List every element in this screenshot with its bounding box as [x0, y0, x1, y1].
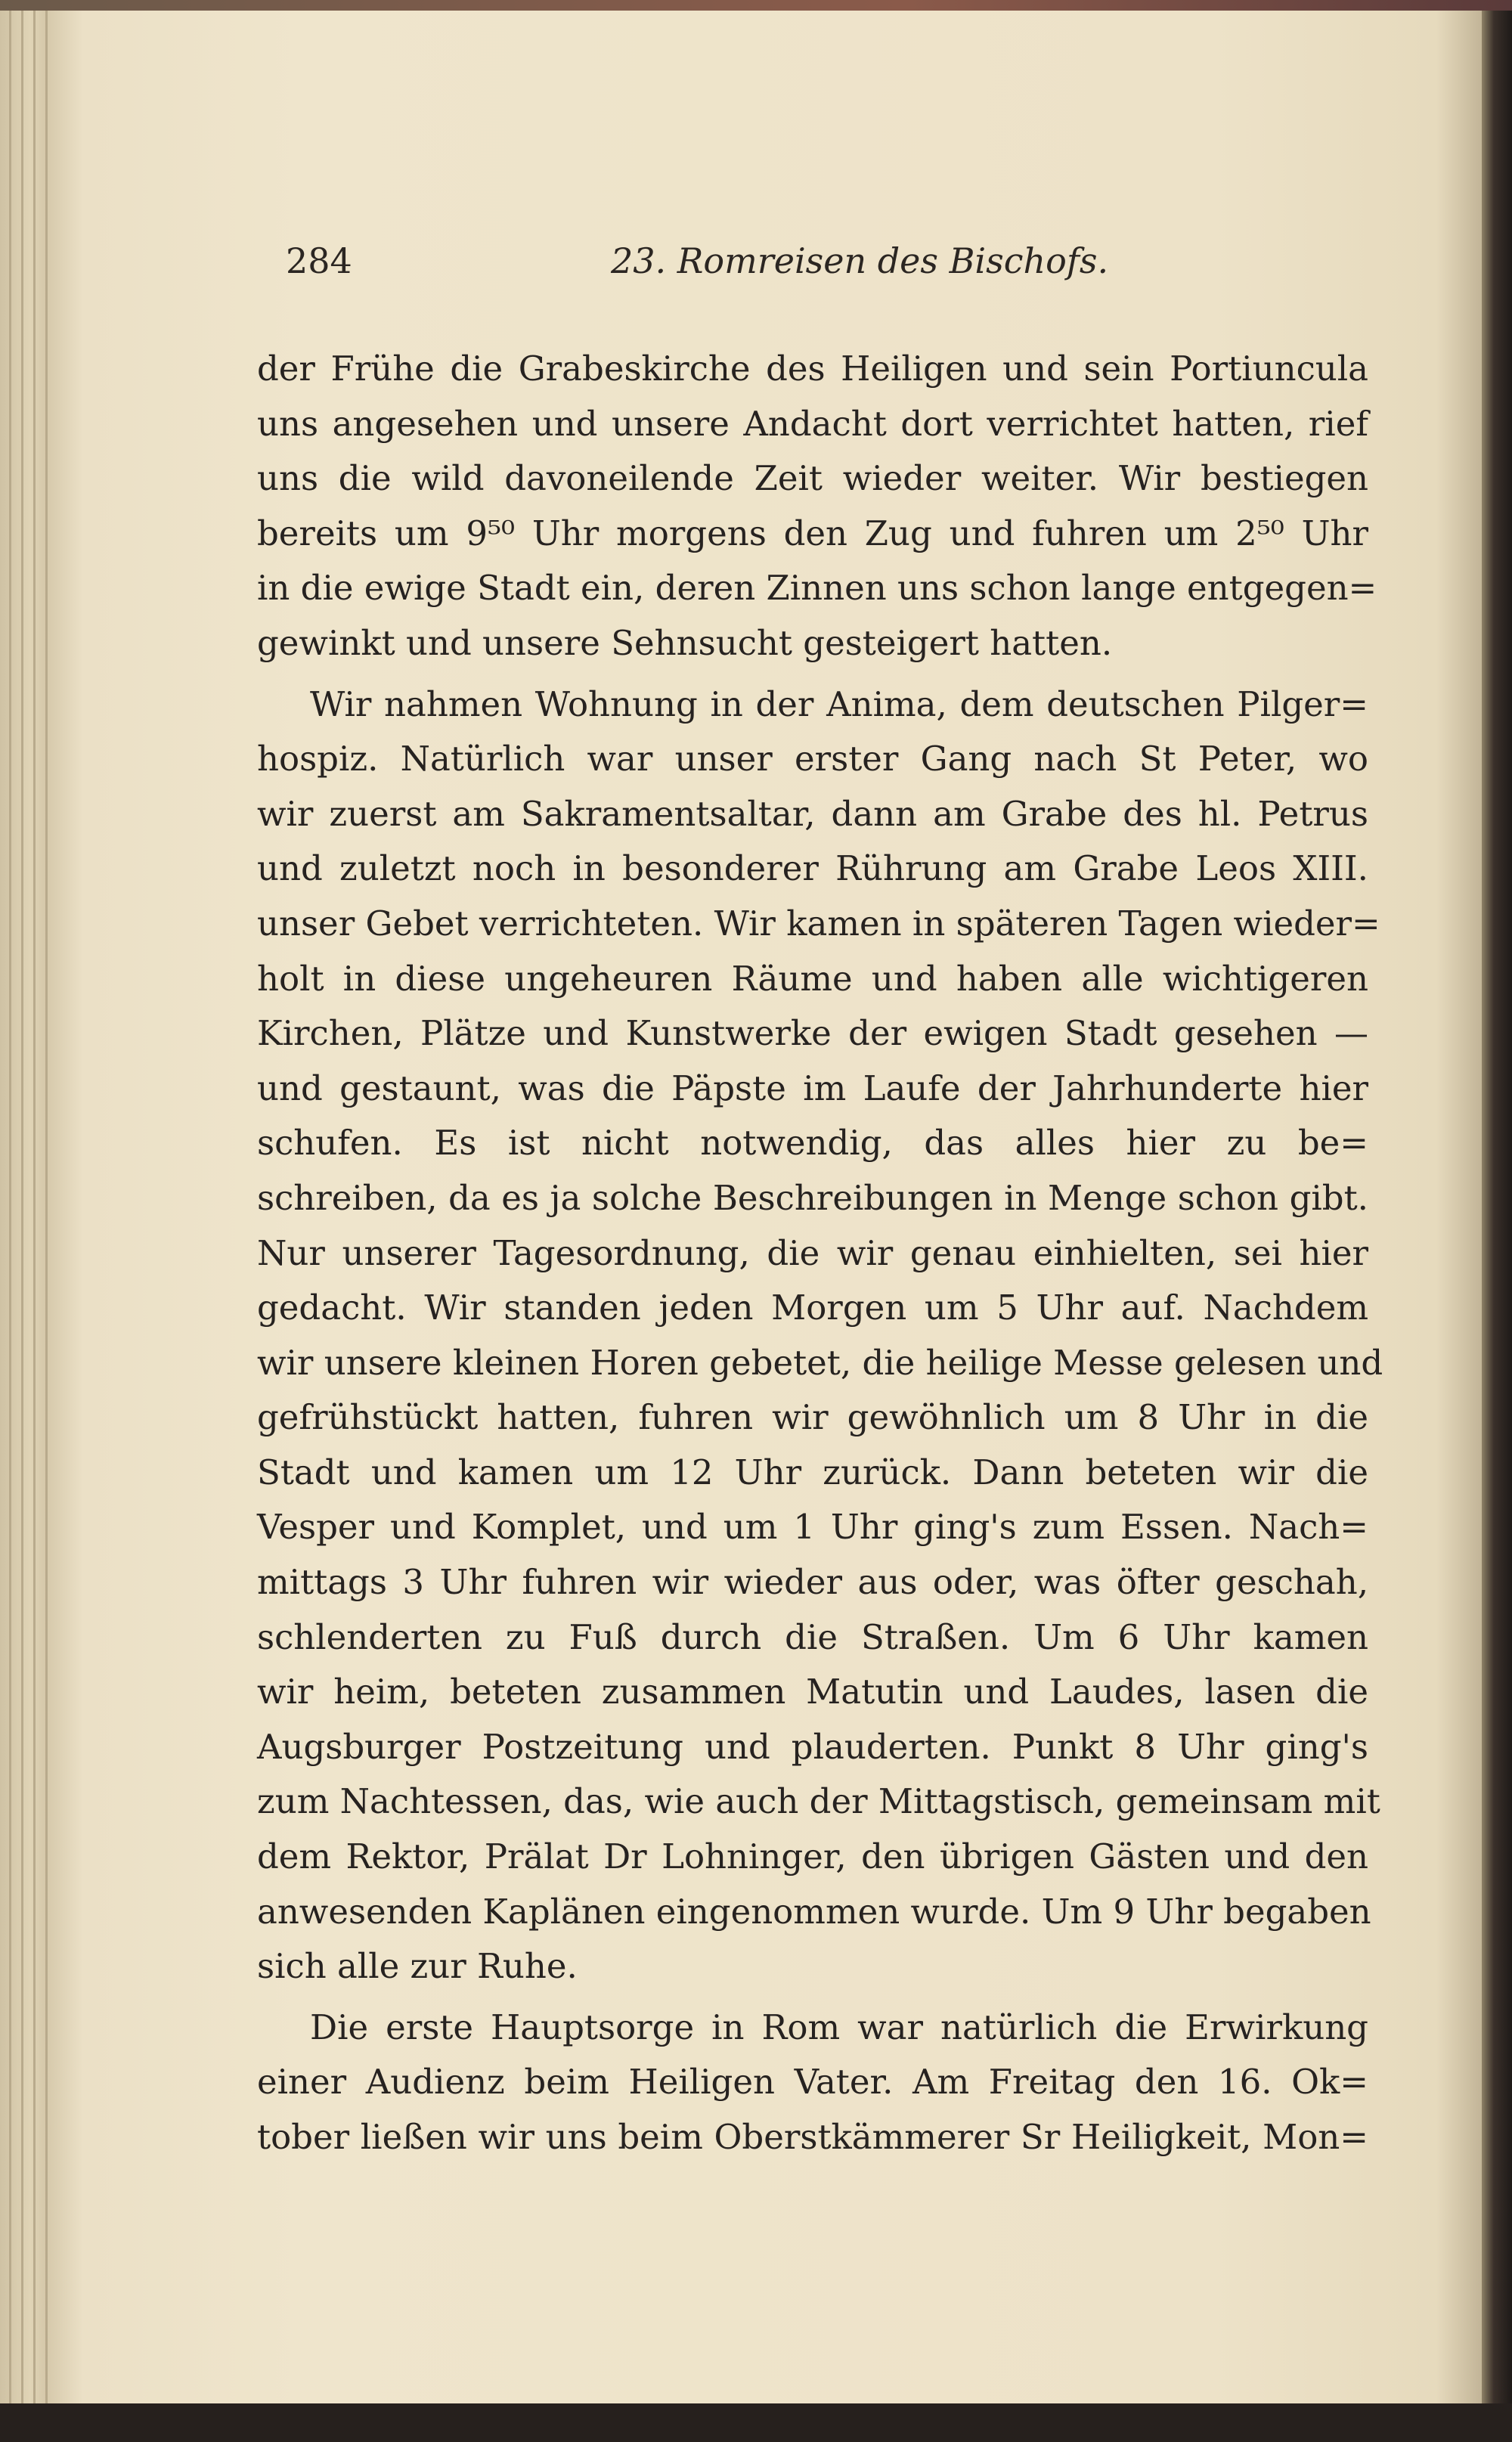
text-line: unser Gebet verrichteten. Wir kamen in späteren Tagen wieder=: [257, 903, 1380, 944]
text-line: gefrühstückt hatten, fuhren wir gewöhnlich um 8 Uhr in die: [257, 1397, 1368, 1438]
page-header: [286, 240, 1374, 286]
text-line: holt in diese ungeheuren Räume und haben alle wichtigeren: [257, 958, 1368, 999]
text-line: in die ewige Stadt ein, deren Zinnen uns schon lange entgegen=: [257, 568, 1377, 609]
text-line: wir unsere kleinen Horen gebetet, die heilige Messe gelesen und: [257, 1342, 1383, 1383]
book-spine-edge: [1482, 11, 1512, 2403]
page-stack-edge: [9, 11, 11, 2403]
book-bottom-edge: [0, 2403, 1512, 2442]
text-line: tober ließen wir uns beim Oberstkämmerer Sr Heiligkeit, Mon=: [257, 2117, 1368, 2157]
text-line: Stadt und kamen um 12 Uhr zurück. Dann beteten wir die: [257, 1452, 1368, 1492]
text-line: mittags 3 Uhr fuhren wir wieder aus oder, was öfter geschah,: [257, 1562, 1368, 1603]
page-stack-edge: [45, 11, 48, 2403]
running-title: 23. Romreisen des Bischofs.: [611, 240, 1109, 281]
text-line: Vesper und Komplet, und um 1 Uhr ging's zum Essen. Nach=: [257, 1507, 1368, 1548]
text-line: der Frühe die Grabeskirche des Heiligen und sein Portiuncula: [257, 349, 1368, 389]
paragraph: [257, 677, 1383, 1994]
text-line: uns angesehen und unsere Andacht dort verrichtet hatten, rief: [257, 403, 1368, 444]
page-stack-edge: [21, 11, 23, 2403]
text-line: gewinkt und unsere Sehnsucht gesteigert hatten.: [257, 622, 1113, 663]
text-line: Nur unserer Tagesordnung, die wir genau einhielten, sei hier: [257, 1232, 1368, 1273]
text-line: und gestaunt, was die Päpste im Laufe der Jahrhunderte hier: [257, 1068, 1368, 1108]
text-line: Wir nahmen Wohnung in der Anima, dem deutschen Pilger=: [310, 683, 1368, 724]
text-line: Die erste Hauptsorge in Rom war natürlich die Erwirkung: [310, 2007, 1368, 2047]
paragraph: [257, 342, 1377, 671]
text-line: Augsburger Postzeitung und plauderten. Punkt 8 Uhr ging's: [257, 1726, 1368, 1767]
text-line: hospiz. Natürlich war unser erster Gang nach St Peter, wo: [257, 739, 1368, 779]
text-line: schreiben, da es ja solche Beschreibungen in Menge schon gibt.: [257, 1177, 1368, 1218]
text-line: einer Audienz beim Heiligen Vater. Am Freitag den 16. Ok=: [257, 2062, 1368, 2103]
text-line: Kirchen, Plätze und Kunstwerke der ewigen Stadt gesehen —: [257, 1013, 1368, 1054]
text-line: gedacht. Wir standen jeden Morgen um 5 Uhr auf. Nachdem: [257, 1288, 1368, 1328]
text-line: und zuletzt noch in besonderer Rührung am Grabe Leos XIII.: [257, 848, 1368, 889]
page-stack-edge: [33, 11, 36, 2403]
text-line: sich alle zur Ruhe.: [257, 1946, 578, 1987]
text-line: schlenderten zu Fuß durch die Straßen. Um 6 Uhr kamen: [257, 1616, 1368, 1657]
text-line: uns die wild davoneilende Zeit wieder weiter. Wir bestiegen: [257, 458, 1368, 499]
text-line: anwesenden Kaplänen eingenommen wurde. Um 9 Uhr begaben: [257, 1891, 1371, 1932]
text-line: wir zuerst am Sakramentsaltar, dann am Grabe des hl. Petrus: [257, 793, 1368, 834]
page-number: 284: [286, 240, 352, 281]
text-line: wir heim, beteten zusammen Matutin und Laudes, lasen die: [257, 1672, 1368, 1712]
text-line: schufen. Es ist nicht notwendig, das alles hier zu be=: [257, 1123, 1368, 1164]
text-line: dem Rektor, Prälat Dr Lohninger, den übrigen Gästen und den: [257, 1836, 1368, 1877]
text-line: zum Nachtessen, das, wie auch der Mittagstisch, gemeinsam mit: [257, 1781, 1380, 1822]
text-line: bereits um 9⁵⁰ Uhr morgens den Zug und fuhren um 2⁵⁰ Uhr: [257, 513, 1368, 553]
body-text: [257, 342, 1383, 2165]
paragraph: [257, 2000, 1368, 2165]
